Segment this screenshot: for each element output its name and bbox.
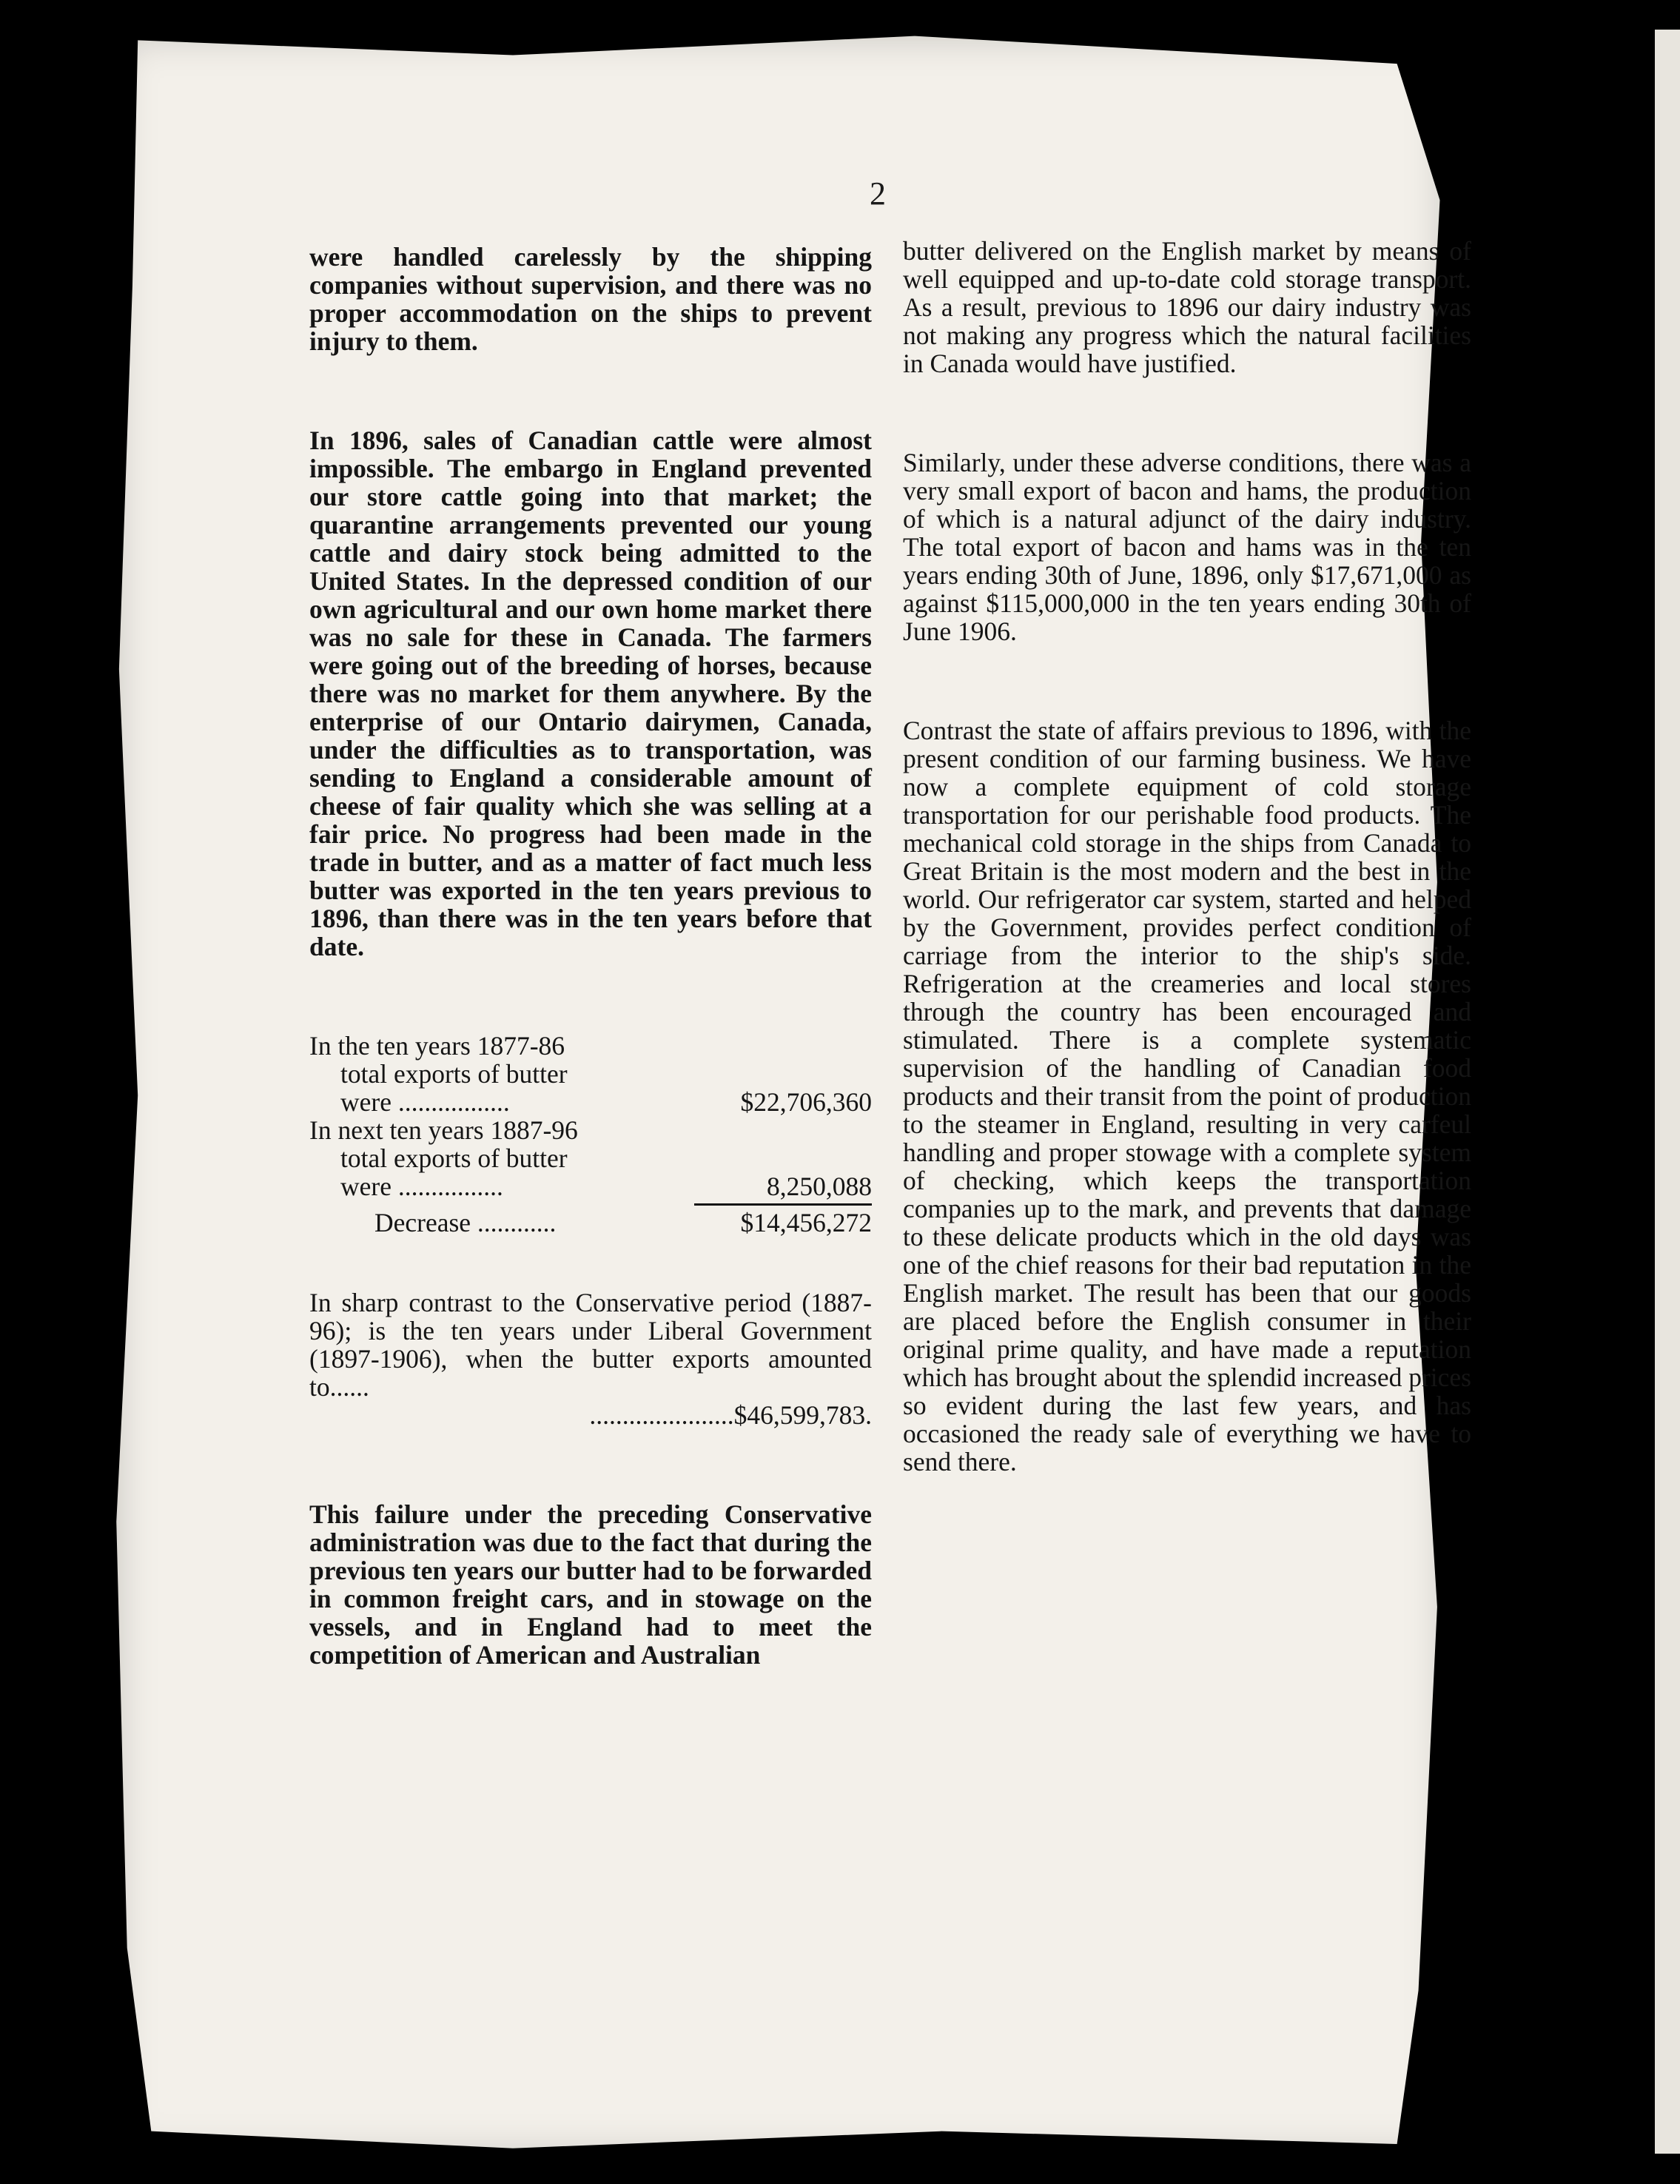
exports-1887-96-value: 8,250,088 — [767, 1172, 872, 1201]
left-paragraph-3: In sharp contrast to the Conservative period (1887-96); is the ten years under Liberal Government (1897-1906), when the butter exports amounted to...... — [309, 1288, 872, 1402]
left-paragraph-2: In 1896, sales of Canadian cattle were almost impossible. The embargo in England prevented our store cattle going into that market; the quarantine arrangements prevented our young cattle and dairy stock being admitted to the United States. In the depressed condition of our own agricultural and our own home market there was no sale for these in Canada. The farmers were going out of the breeding of horses, because there was no market for them anywhere. By the enterprise of our Ontario dairymen, Canada, under the difficulties as to transportation, was sending to England a considerable amount of cheese of fair quality which she was selling at a fair price. No progress had been made in the trade in butter, and as a matter of fact much less butter was exported in the ten years previous to 1896, than there was in the ten years before that date. — [309, 426, 872, 961]
left-paragraph-1: were handled carelessly by the shipping companies without supervision, and there was no proper accommodation on the ships to prevent injury to them. — [309, 242, 872, 356]
right-paragraph-2: Similarly, under these adverse conditions, there was a very small export of bacon and hams, the production of which is a natural adjunct of the dairy industry. The total export of bacon and hams was in the ten years ending 30th of June, 1896, only $17,671,000 as against $115,000,000 in the ten years ending 30th of June 1906. — [903, 448, 1471, 646]
left-column — [309, 243, 872, 1669]
exports-1877-86-value: $22,706,360 — [740, 1087, 872, 1117]
right-paragraph-1: butter delivered on the English market by means of well equipped and up-to-date cold storage transport. As a result, previous to 1896 our dairy industry was not making any progress which the natural facilities in Canada would have justified. — [903, 236, 1471, 378]
table-row-1877-86: In the ten years 1877-86 total exports of butter were ................. $22,706,360 — [309, 1031, 872, 1117]
page-number: 2 — [870, 175, 886, 212]
decrease-value: $14,456,272 — [740, 1208, 872, 1237]
left-paragraph-4: This failure under the preceding Conservative administration was due to the fact that during the previous ten years our butter had to be forwarded in common freight cars, and in stowage on the vessels, and in England had to meet the competition of American and Australian — [309, 1499, 872, 1670]
table-row-1887-96: In next ten years 1887-96 total exports of butter were ................ 8,250,088 — [309, 1115, 872, 1201]
sum-rule — [694, 1203, 872, 1206]
adjacent-page-edge — [1655, 30, 1680, 2154]
butter-exports-amount: ......................$46,599,783. — [589, 1400, 872, 1430]
right-column — [903, 237, 1471, 1476]
table-row-decrease: Decrease ............ $14,456,272 — [374, 1208, 872, 1237]
right-paragraph-3: Contrast the state of affairs previous to 1896, with the present condition of our farming business. We have now a complete equipment of cold storage transportation for our perishable food products. The mechanical cold storage in the ships from Canada to Great Britain is the most modern and the best in the world. Our refrigerator car system, started and helped by the Government, provides perfect condition of carriage from the interior to the ship's side. Refrigeration at the creameries and local stores through the country has been encouraged and stimulated. There is a complete systematic supervision of the handling of Canadian food products and their transit from the point of production to the steamer in England, resulting in very carfeul handling and proper stowage with a complete system of checking, which keeps the transportation companies up to the mark, and prevents that damage to these delicate products which in the old days was one of the chief reasons for their bad reputation in the English market. The result has been that our goods are placed before the English consumer in their original prime quality, and have made a reputation which has brought about the splendid increased prices so evident during the last few years, and has occasioned the ready sale of everything we have to send there. — [903, 716, 1471, 1476]
butter-exports-table — [309, 1032, 872, 1237]
